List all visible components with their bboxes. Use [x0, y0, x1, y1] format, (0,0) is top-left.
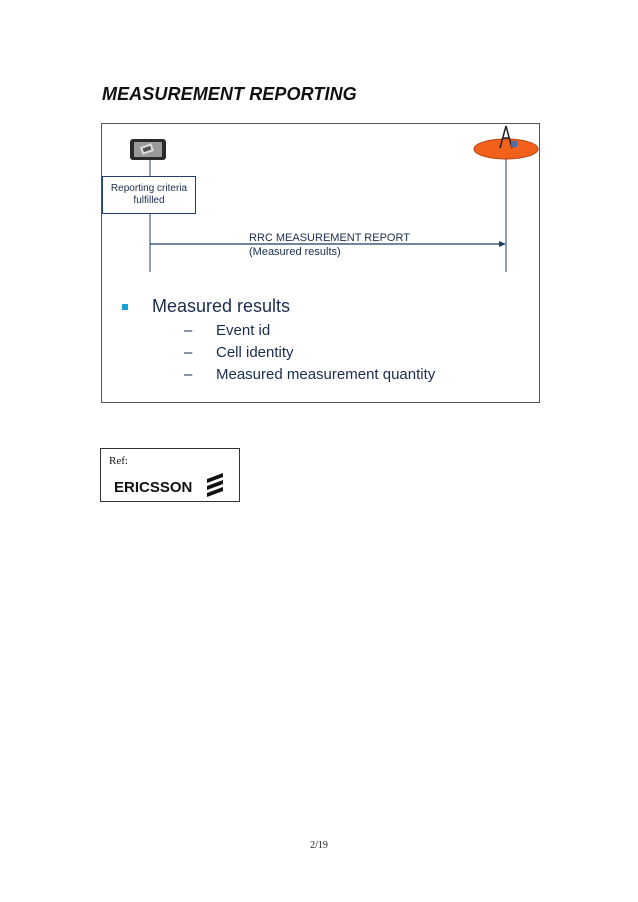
message-params: (Measured results) [249, 246, 341, 258]
page-title: MEASUREMENT REPORTING [102, 84, 357, 104]
dash: – [184, 365, 193, 383]
square-bullet-icon [122, 304, 128, 310]
bullet-text: Measured results [152, 296, 291, 316]
diagram-slide [101, 123, 540, 403]
criteria-line-1: Reporting criteria [110, 183, 188, 194]
reference-box [100, 448, 240, 502]
sub-bullet-list [184, 319, 435, 385]
page-number: 2/19 [310, 840, 328, 851]
sub-item-text: Event id [216, 321, 271, 339]
mobile-phone-icon [130, 139, 166, 160]
message-name: RRC MEASUREMENT REPORT [249, 232, 410, 244]
ericsson-wordmark: ERICSSON [114, 479, 193, 496]
dash: – [184, 321, 193, 339]
sub-item-cell-identity [184, 341, 435, 363]
reporting-criteria-box [102, 176, 196, 214]
dash: – [184, 343, 193, 361]
sub-item-text: Measured measurement quantity [216, 365, 436, 383]
criteria-line-2: fulfilled [133, 195, 165, 206]
bullet-item [122, 296, 290, 317]
cell-tower-icon [474, 126, 538, 159]
sub-item-text: Cell identity [216, 343, 294, 361]
sub-item-measured-quantity [184, 363, 435, 385]
ericsson-bars-icon [207, 473, 223, 497]
ericsson-logo [101, 449, 241, 503]
reference-label: Ref: [109, 455, 128, 467]
message-label [249, 231, 410, 259]
sub-item-event-id [184, 319, 435, 341]
